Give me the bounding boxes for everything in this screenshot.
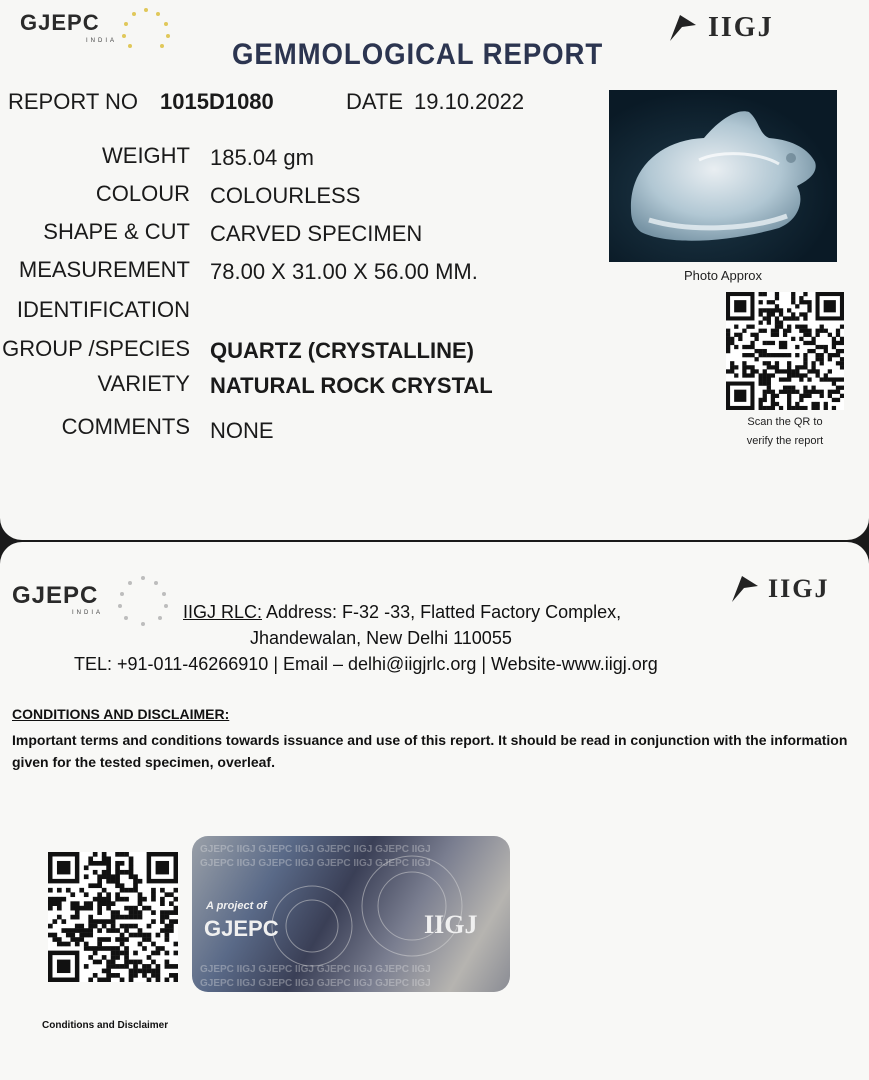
- address-label: IIGJ RLC:: [183, 602, 263, 622]
- report-no-label: REPORT NO: [8, 89, 138, 114]
- address-line-1: [183, 602, 621, 623]
- field-label-measurement: MEASUREMENT: [18, 257, 190, 282]
- hologram-iigj: IIGJ: [424, 910, 478, 939]
- report-no-value: 1015D1080: [160, 89, 274, 114]
- field-value-weight: 185.04 gm: [210, 145, 314, 170]
- iigj-logo-back-text: IIGJ: [768, 574, 830, 603]
- svg-text:GJEPC IIGJ GJEPC IIGJ GJEPC II: GJEPC IIGJ GJEPC IIGJ GJEPC IIGJ GJEPC IIGJ: [200, 858, 431, 869]
- field-label-identification: IDENTIFICATION: [16, 297, 190, 322]
- field-label-shape: SHAPE & CUT: [43, 219, 190, 244]
- field-value-colour: COLOURLESS: [210, 183, 361, 208]
- contact-line: TEL: +91-011-46266910 | Email – delhi@iigjrlc.org | Website-www.iigj.org: [74, 654, 658, 674]
- address-text-1: Address: F-32 -33, Flatted Factory Complex,: [262, 602, 622, 622]
- iigj-logo-text: IIGJ: [708, 12, 774, 43]
- field-label-weight: WEIGHT: [102, 143, 190, 168]
- field-value-measurement: 78.00 X 31.00 X 56.00 MM.: [210, 259, 478, 284]
- date-value: 19.10.2022: [414, 89, 525, 114]
- field-label-group: GROUP /SPECIES: [2, 336, 190, 361]
- photo-caption: Photo Approx: [683, 268, 763, 283]
- gjepc-logo-back-text: GJEPC: [12, 582, 99, 609]
- field-label-comments: COMMENTS: [61, 414, 190, 439]
- qr-caption-line-2: verify the report: [746, 435, 824, 447]
- gjepc-logo: [20, 10, 118, 44]
- verify-qr-code[interactable]: [726, 292, 844, 410]
- star-ring-icon: [116, 6, 176, 52]
- iigj-logo: [668, 12, 774, 44]
- gjepc-logo-back: [12, 582, 104, 616]
- svg-text:GJEPC IIGJ GJEPC IIGJ GJEPC II: GJEPC IIGJ GJEPC IIGJ GJEPC IIGJ GJEPC IIGJ: [200, 964, 431, 975]
- specimen-photo: [609, 90, 837, 262]
- iigj-bird-icon: [668, 13, 698, 43]
- svg-text:GJEPC IIGJ GJEPC IIGJ GJEPC II: GJEPC IIGJ GJEPC IIGJ GJEPC IIGJ GJEPC IIGJ: [200, 844, 431, 855]
- gjepc-logo-sub: INDIA: [86, 38, 118, 44]
- gjepc-logo-text: GJEPC: [20, 10, 100, 35]
- field-label-colour: COLOUR: [95, 181, 190, 206]
- star-ring-icon: [112, 574, 174, 628]
- hologram-gjepc: GJEPC: [204, 916, 279, 941]
- iigj-bird-icon: [730, 574, 760, 604]
- report-back-card: [0, 542, 869, 1080]
- hologram-project-of: A project of: [206, 900, 267, 912]
- qr-caption-line-1: Scan the QR to: [747, 416, 823, 428]
- security-hologram: [192, 836, 510, 992]
- conditions-body: Important terms and conditions towards issuance and use of this report. It should be read in conjunction with the information given for the tested specimen, overleaf.: [12, 732, 848, 770]
- field-value-variety: NATURAL ROCK CRYSTAL: [210, 373, 493, 398]
- field-value-comments: NONE: [210, 418, 274, 443]
- page-title: GEMMOLOGICAL REPORT: [232, 38, 604, 71]
- conditions-title: CONDITIONS AND DISCLAIMER:: [12, 706, 230, 722]
- svg-text:GJEPC IIGJ GJEPC IIGJ GJEPC II: GJEPC IIGJ GJEPC IIGJ GJEPC IIGJ GJEPC IIGJ: [200, 978, 431, 989]
- field-value-shape: CARVED SPECIMEN: [210, 221, 423, 246]
- conditions-qr-code[interactable]: [48, 852, 178, 982]
- iigj-logo-back: [730, 574, 829, 604]
- date-label: DATE: [346, 89, 404, 114]
- field-value-group: QUARTZ (CRYSTALLINE): [210, 338, 474, 363]
- field-label-variety: VARIETY: [97, 371, 190, 396]
- carved-crystal-image: [609, 90, 837, 262]
- address-line-2: Jhandewalan, New Delhi 110055: [250, 628, 512, 648]
- qr-caption-conditions: Conditions and Disclaimer: [42, 1020, 169, 1031]
- gjepc-logo-back-sub: INDIA: [72, 610, 104, 616]
